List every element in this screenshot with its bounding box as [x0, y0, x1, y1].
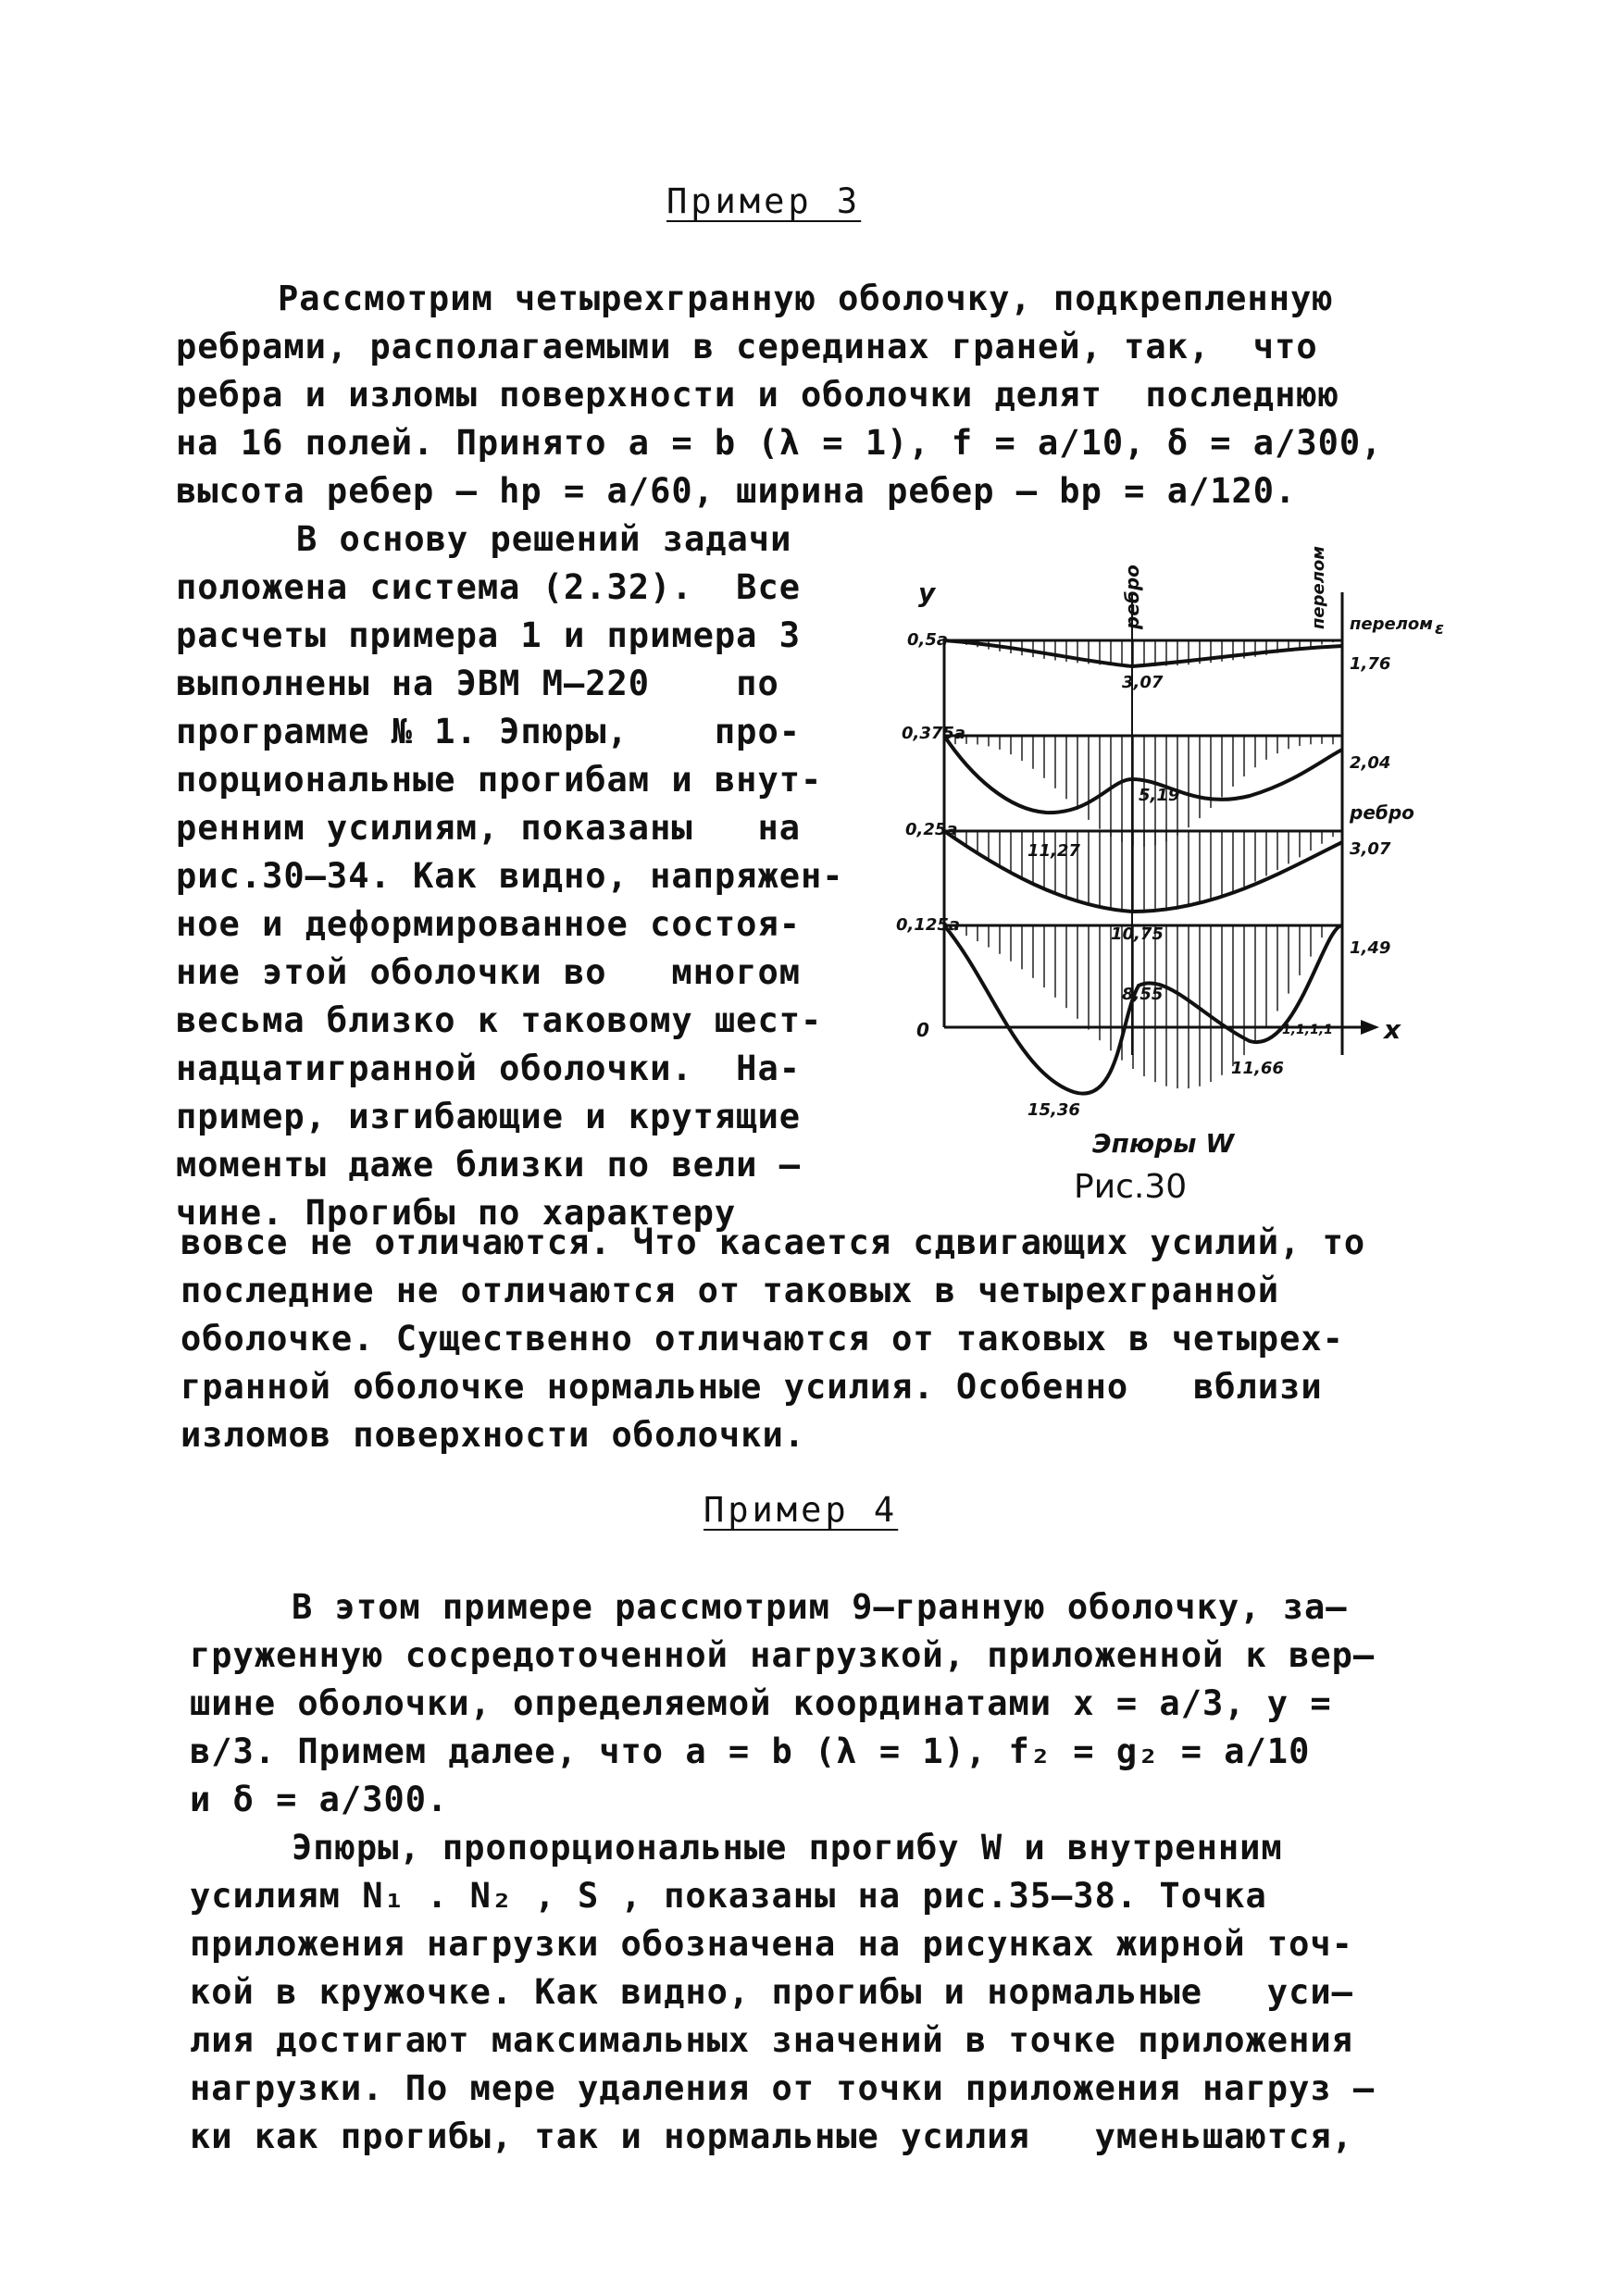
text-line: шине оболочки, определяемой координатами x = a/3, y =: [190, 1683, 1332, 1723]
figure-caption: Рис.30: [1074, 1168, 1188, 1206]
text-line: и δ = a/300.: [190, 1780, 449, 1819]
text-line: высота ребер – hp = a/60, ширина ребер – bp = a/120.: [176, 471, 1297, 511]
value-label-1: 5,19: [1139, 786, 1180, 805]
text-line: груженную сосредоточенной нагрузкой, приложенной к вер–: [190, 1635, 1376, 1675]
text-line: ребра и изломы поверхности и оболочки делят последнюю: [176, 375, 1339, 415]
text-line: рис.30–34. Как видно, напряжен-: [176, 856, 844, 896]
text-line: порциональные прогибам и внут-: [176, 760, 823, 800]
text-line: В этом примере рассмотрим 9–гранную оболочку, за–: [292, 1587, 1348, 1627]
text-line: изломов поверхности оболочки.: [181, 1415, 806, 1455]
text-line: надцатигранной оболочки. На-: [176, 1049, 802, 1088]
level-label-4: 0: [916, 1019, 929, 1041]
text-line: усилиям N₁ . N₂ , S , показаны на рис.35–38. Точка: [190, 1876, 1267, 1916]
figure-title: Эпюры W: [1092, 1128, 1235, 1159]
hatching: [955, 640, 1333, 1088]
right-label-2: ребро: [1350, 801, 1414, 824]
text-line: программе № 1. Эпюры, про-: [176, 712, 802, 751]
text-line: ки как прогибы, так и нормальные усилия уменьшаются,: [190, 2116, 1353, 2156]
text-line: В основу решений задачи: [296, 519, 792, 559]
text-line: Эпюры, пропорциональные прогибу W и внутренним: [292, 1828, 1283, 1868]
text-line: ние этой оболочки во многом: [176, 952, 802, 992]
text-line: чине. Прогибы по характеру: [176, 1193, 737, 1233]
text-line: моменты даже близки по вели –: [176, 1145, 802, 1185]
text-line: ребрами, располагаемыми в серединах граней, так, что: [176, 327, 1318, 366]
text-line: вовсе не отличаются. Что касается сдвигающих усилий, то: [181, 1222, 1366, 1262]
text-line: выполнены на ЭВМ М–220 по: [176, 664, 779, 703]
right-label-3: 3,07: [1350, 839, 1391, 859]
text-line: на 16 полей. Принято a = b (λ = 1), f = a/10, δ = a/300,: [176, 423, 1383, 463]
example4-heading: Пример 4: [704, 1490, 899, 1530]
y-axis-label: y: [918, 577, 936, 608]
text-line: Рассмотрим четырехгранную оболочку, подкрепленную: [278, 279, 1334, 318]
value-label-5: 11,66: [1231, 1059, 1284, 1078]
level-label-2: 0,25a: [905, 820, 958, 839]
text-line: гранной оболочке нормальные усилия. Особенно вблизи: [181, 1367, 1323, 1407]
value-label-2: 11,27: [1027, 841, 1080, 861]
value-label-3: 10,75: [1111, 925, 1164, 944]
text-line: приложения нагрузки обозначена на рисунках жирной точ-: [190, 1924, 1353, 1964]
value-label-4: 8,55: [1122, 985, 1164, 1004]
text-line: ренним усилиям, показаны на: [176, 808, 802, 848]
value-label-7: 1,1,1,1: [1282, 1023, 1333, 1037]
curve-3: [944, 831, 1342, 912]
text-line: положена система (2.32). Все: [176, 567, 802, 607]
right-label-1: 2,04: [1350, 753, 1391, 773]
text-line: последние не отличаются от таковых в четырехгранной: [181, 1271, 1280, 1310]
text-line: расчеты примера 1 и примера 3: [176, 615, 802, 655]
top-label-epsilon: ε: [1435, 619, 1445, 639]
figure-30: [861, 537, 1453, 1222]
example3-heading: Пример 3: [666, 181, 862, 221]
top-label-break-2: перелом: [1350, 614, 1433, 634]
text-line: ное и деформированное состоя-: [176, 904, 802, 944]
text-line: оболочке. Существенно отличаются от таковых в четырех-: [181, 1319, 1344, 1359]
text-line: лия достигают максимальных значений в точке приложения: [190, 2020, 1353, 2060]
level-label-1: 0,375a: [902, 724, 966, 743]
value-label-0: 3,07: [1122, 673, 1164, 692]
x-axis-arrow: [1361, 1020, 1379, 1035]
curve-1: [944, 640, 1342, 666]
text-line: в/3. Примем далее, что a = b (λ = 1), f₂ = g₂ = a/10: [190, 1731, 1311, 1771]
value-label-6: 15,36: [1027, 1100, 1080, 1120]
x-axis-label: x: [1384, 1014, 1401, 1045]
text-line: весьма близко к таковому шест-: [176, 1000, 823, 1040]
level-label-3: 0,125a: [896, 915, 961, 935]
text-line: кой в кружочке. Как видно, прогибы и нормальные уси–: [190, 1972, 1353, 2012]
text-line: пример, изгибающие и крутящие: [176, 1097, 802, 1136]
top-label-rib: ребро: [1121, 565, 1143, 629]
level-label-0: 0,5a: [907, 630, 949, 650]
top-label-break: перелом: [1309, 546, 1328, 629]
text-line: нагрузки. По мере удаления от точки приложения нагруз –: [190, 2068, 1376, 2108]
right-label-0: 1,76: [1350, 654, 1391, 674]
right-label-4: 1,49: [1350, 938, 1391, 958]
deflection-diagram: [861, 537, 1453, 1222]
